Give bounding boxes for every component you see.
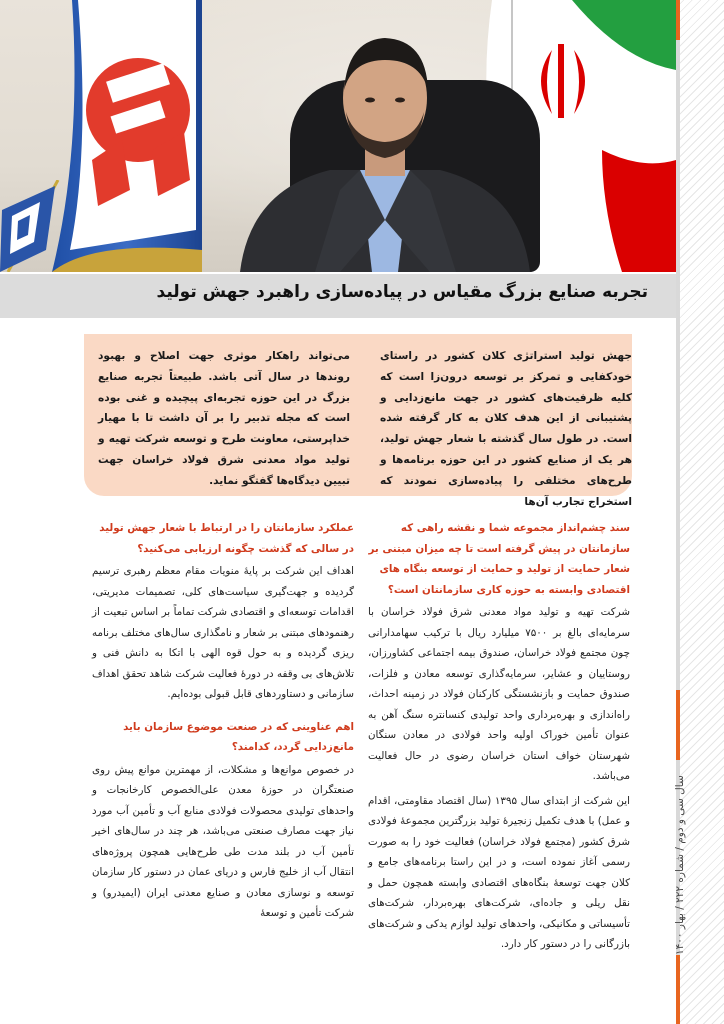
- side-accent-bottom: [676, 955, 680, 1024]
- body-column-left: [92, 518, 354, 928]
- question-3: اهم عناوینی که در صنعت موضوع سازمان باید مانع‌زدایی گردد، کدامند؟: [123, 720, 354, 753]
- interviewee-portrait: [220, 20, 550, 272]
- body-column-right: [368, 518, 630, 959]
- intro-text-right: جهش تولید استراتژی کلان کشور در راستای خودکفایی و تمرکز بر توسعه درون‌زا است که کلیه ظرفیت‌های کشور در جهت مانع‌زدایی و پشتیبانی از این هدف کلان به کار گرفته شده است. در طول سال گذشته با شعار جهش تولید، هر یک از صنایع کشور در این حوزه برنامه‌ها و طرح‌های مختلفی را پیاده‌سازی نمودند که استخراج تجارب آن‌ها: [380, 350, 632, 508]
- company-flag-image: [52, 0, 212, 272]
- side-accent-middle: [676, 690, 680, 760]
- issue-info: سال سی و دوم / شماره ۲۲۲ / بهار ۱۴۰۰: [674, 775, 686, 955]
- answer-paragraph: شرکت تهیه و تولید مواد معدنی شرق فولاد خراسان با سرمایه‌ای بالغ بر ۷۵۰۰ میلیارد ریال با ترکیب سهامدارانی چون مجتمع فولاد خراسان، صندوق بیمه اجتماعی کشاورزان، روستاییان و عشایر، سرمایه‌گذاری توسعه معادن و فلزات، صندوق حمایت و بازنشستگی کارکنان فولاد در زمینه احداث، راه‌اندازی و بهره‌برداری واحد تولیدی کنسانتره سنگ آهن به عنوان تأمین خوراک اولیه واحد فولادی در معادن سنگان شهرستان خواف استان خراسان رضوی در حال فعالیت می‌باشد.: [368, 606, 630, 782]
- article-title: تجربه صنایع بزرگ مقیاس در پیاده‌سازی راهبرد جهش تولید: [156, 282, 648, 302]
- answer-paragraph: در خصوص موانع‌ها و مشکلات، از مهمترین موانع پیش روی صنعتگران در حوزهٔ معدن علی‌الخصوص کارخانجات و واحدهای تولیدی محصولات فولادی منابع آب و تأمین آب مورد نیاز جهت مصارف صنعتی می‌باشد، هر چند در سال‌های اخیر تأمین آب در بلند مدت طی طرح‌هایی همچون پروژه‌های انتقال آب از خلیج فارس و دریای عمان در دستور کار سازمان توسعه و نوسازی معادن و صنایع معدنی ایران (ایمیدرو) و شرکت تأمین و توسعهٔ: [92, 763, 354, 919]
- answer-paragraph: اهداف این شرکت بر پایهٔ منویات مقام معظم رهبری ترسیم گردیده و جهت‌گیری سیاست‌های کلی، تصمیمات مدیریتی، اقدامات توسعه‌ای و اقتصادی شرکت تماماً بر اساس تبعیت از رهنمودهای مبتنی بر شعار و نامگذاری سال‌های مختلف برنامه ریزی گردیده و به حول قوه الهی با اتکا به دانش فنی و تلاش‌های بی وقفه در دورهٔ فعالیت شرکت شاهد تحقق اهداف سازمانی و دستاوردهای قابل قبولی بوده‌ایم.: [92, 565, 354, 700]
- spacer: [92, 709, 354, 717]
- intro-text-left: می‌تواند راهکار موثری جهت اصلاح و بهبود روندها در سال آتی باشد. طبیعتاً تجربه صنایع بزرگ در این حوزه تجربه‌ای پیچیده و غنی بوده است که مجله تدبیر را بر آن داشت تا با مهیار خداپرستی، معاونت طرح و توسعه شرکت تهیه و تولید مواد معدنی شرق فولاد خراسان جهت تبیین دیدگاه‌ها گفتگو نماید.: [98, 350, 350, 487]
- side-accent-top: [676, 0, 680, 40]
- answer-paragraph: این شرکت از ابتدای سال ۱۳۹۵ (سال اقتصاد مقاومتی، اقدام و عمل) با هدف تکمیل زنجیرهٔ تولید بزرگترین مجموعهٔ فولادی شرق کشور (مجتمع فولاد خراسان) فعالیت خود را به صورت رسمی آغاز نموده است، و در این راستا برنامه‌های جامع و کلان جهت توسعهٔ بنگاه‌های اقتصادی وابسته همچون حمل و نقل ریلی و جاده‌ای، شرکت‌های بهره‌بردار، شرکت‌های تأسیساتی و مکانیکی، واحدهای تولید لوازم یدکی و شرکت‌های بازرگانی را در دستور کار دارد.: [368, 794, 630, 950]
- header-photo: [0, 0, 676, 272]
- question-2: عملکرد سازمانتان را در ارتباط با شعار جهش تولید در سالی که گذشت چگونه ارزیابی می‌کنید؟: [99, 522, 354, 555]
- question-1: سند چشم‌انداز مجموعه شما و نقشه راهی که سازمانتان در پیش گرفته است تا چه میزان مبتنی بر شعار حمایت از تولید و حمایت از توسعه بنگاه های اقتصادی وابسته به حوزه کاری سازمانتان است؟: [368, 522, 630, 596]
